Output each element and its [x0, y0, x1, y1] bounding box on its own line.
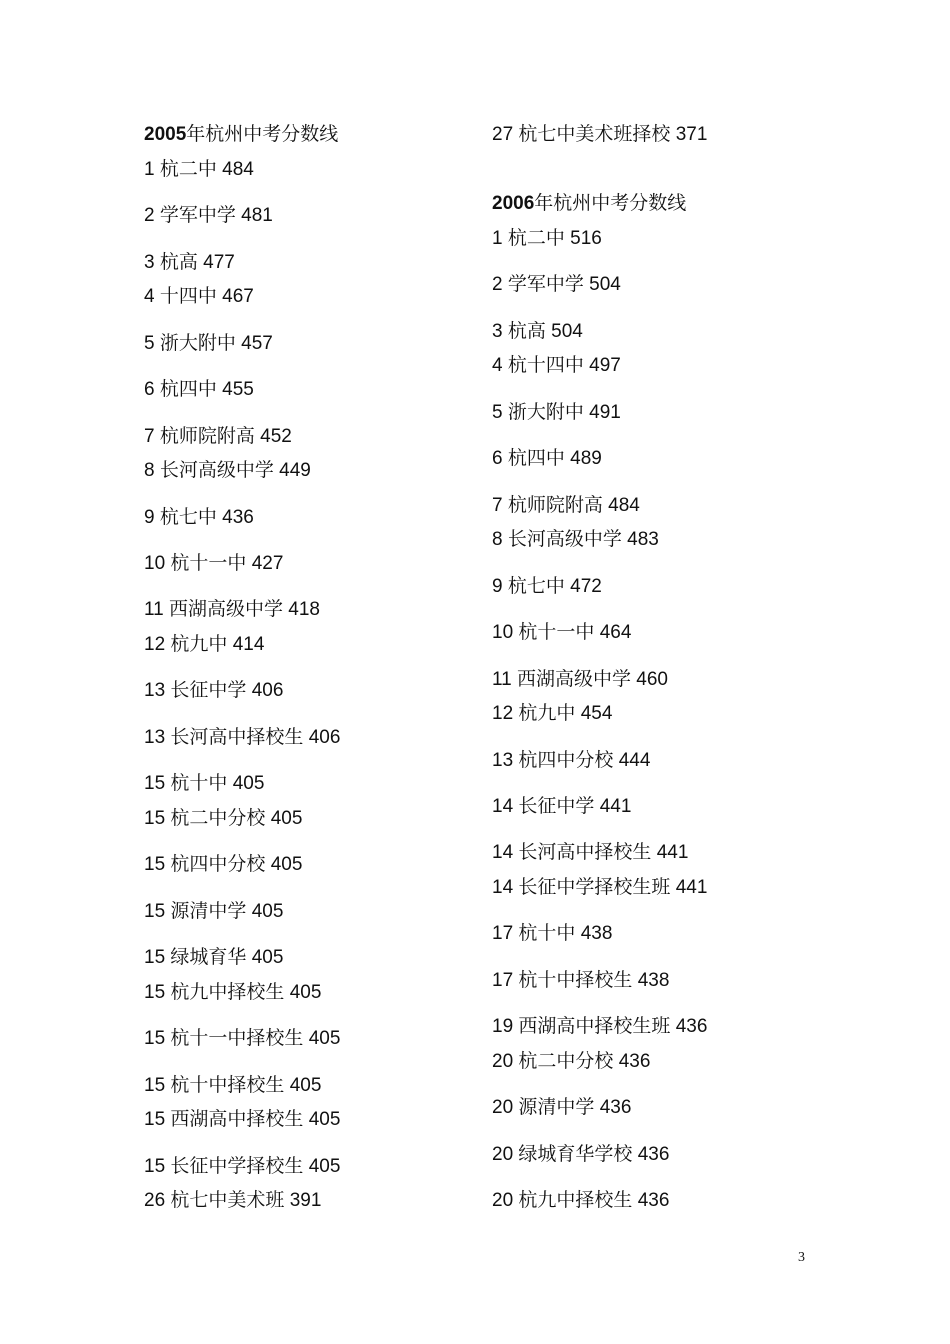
list-item: 15 杭十中择校生 405	[144, 1075, 322, 1096]
list-item: 3 杭高 477	[144, 252, 235, 273]
list-item: 4 十四中 467	[144, 286, 254, 307]
list-item: 11 西湖高级中学 460	[492, 669, 668, 690]
title-2006	[492, 192, 686, 216]
list-item: 1 杭二中 516	[492, 228, 602, 249]
page-number: 3	[798, 1250, 805, 1265]
list-item: 20 杭九中择校生 436	[492, 1190, 670, 1211]
list-item: 14 长征中学 441	[492, 796, 632, 817]
list-item: 17 杭十中 438	[492, 923, 613, 944]
list-item: 14 长河高中择校生 441	[492, 842, 689, 863]
list-item: 3 杭高 504	[492, 321, 583, 342]
list-item: 10 杭十一中 427	[144, 553, 284, 574]
list-item: 20 绿城育华学校 436	[492, 1144, 670, 1165]
list-item: 13 长河高中择校生 406	[144, 727, 341, 748]
title-2005	[144, 123, 338, 147]
list-item: 15 杭九中择校生 405	[144, 982, 322, 1003]
list-item: 13 杭四中分校 444	[492, 750, 651, 771]
list-item: 1 杭二中 484	[144, 159, 254, 180]
list-item: 15 杭四中分校 405	[144, 854, 303, 875]
list-item: 7 杭师院附高 484	[492, 495, 640, 516]
list-item: 2 学军中学 481	[144, 205, 273, 226]
title-2005-year: 2005	[144, 124, 187, 145]
list-item: 8 长河高级中学 483	[492, 529, 659, 550]
list-item: 15 长征中学择校生 405	[144, 1156, 341, 1177]
list-item: 2 学军中学 504	[492, 274, 621, 295]
list-item: 5 浙大附中 457	[144, 333, 273, 354]
list-item: 15 杭十中 405	[144, 773, 265, 794]
list-item: 12 杭九中 454	[492, 703, 613, 724]
list-item: 13 长征中学 406	[144, 680, 284, 701]
list-item: 10 杭十一中 464	[492, 622, 632, 643]
list-item: 8 长河高级中学 449	[144, 460, 311, 481]
list-item: 15 源清中学 405	[144, 901, 284, 922]
list-item: 5 浙大附中 491	[492, 402, 621, 423]
list-item: 17 杭十中择校生 438	[492, 970, 670, 991]
list-item: 14 长征中学择校生班 441	[492, 877, 708, 898]
list-item: 6 杭四中 455	[144, 379, 254, 400]
title-2005-text: 年杭州中考分数线	[186, 124, 339, 145]
list-item: 15 绿城育华 405	[144, 947, 284, 968]
list-item: 20 杭二中分校 436	[492, 1051, 651, 1072]
list-item: 15 西湖高中择校生 405	[144, 1109, 341, 1130]
list-item: 7 杭师院附高 452	[144, 426, 292, 447]
list-item: 12 杭九中 414	[144, 634, 265, 655]
list-item: 6 杭四中 489	[492, 448, 602, 469]
title-2006-text: 年杭州中考分数线	[534, 193, 687, 214]
list-item: 27 杭七中美术班择校 371	[492, 124, 708, 145]
list-item: 15 杭二中分校 405	[144, 808, 303, 829]
list-item: 9 杭七中 436	[144, 507, 254, 528]
list-item: 4 杭十四中 497	[492, 355, 621, 376]
list-item: 9 杭七中 472	[492, 576, 602, 597]
list-item: 26 杭七中美术班 391	[144, 1190, 322, 1211]
list-item: 11 西湖高级中学 418	[144, 599, 320, 620]
list-item: 15 杭十一中择校生 405	[144, 1028, 341, 1049]
title-2006-year: 2006	[492, 193, 535, 214]
list-item: 20 源清中学 436	[492, 1097, 632, 1118]
list-item: 19 西湖高中择校生班 436	[492, 1016, 708, 1037]
